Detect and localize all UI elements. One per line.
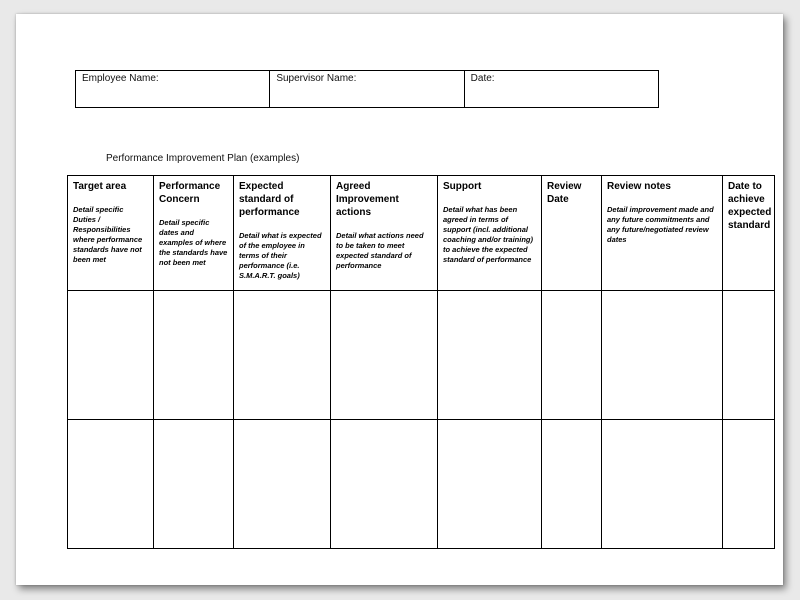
plan-title: Performance Improvement Plan (examples) <box>106 153 300 164</box>
table-cell[interactable] <box>438 420 542 549</box>
table-cell[interactable] <box>234 291 331 420</box>
column-description-text: Detail what is expected of the employee in terms of their performance <box>239 231 322 270</box>
employee-name-field[interactable] <box>76 71 270 108</box>
table-cell[interactable] <box>602 420 723 549</box>
table-cell[interactable] <box>234 420 331 549</box>
document-page <box>16 14 783 585</box>
table-cell[interactable] <box>331 420 438 549</box>
column-header-support <box>438 176 542 291</box>
table-cell[interactable] <box>154 291 234 420</box>
table-row <box>68 291 775 420</box>
column-title: Review notes <box>607 181 671 192</box>
column-description: Detail improvement made and any future commitments and any future/negotiated review dates <box>607 205 714 244</box>
column-description: Detail what has been agreed in terms of support (incl. additional coaching and/or training) to achieve the expected standard of performance <box>443 205 534 264</box>
column-header-target-date <box>723 176 775 291</box>
table-cell[interactable] <box>68 420 154 549</box>
column-description: Detail what actions need to be taken to meet expected standard of performance <box>336 231 424 270</box>
table-cell[interactable] <box>438 291 542 420</box>
table-cell[interactable] <box>331 291 438 420</box>
column-title: Expected standard of performance <box>239 181 300 218</box>
table-cell[interactable] <box>602 291 723 420</box>
table-cell[interactable] <box>542 420 602 549</box>
column-title: Support <box>443 181 482 192</box>
table-cell[interactable] <box>154 420 234 549</box>
column-header-review-notes <box>602 176 723 291</box>
supervisor-name-label: Supervisor Name: <box>276 73 357 84</box>
performance-plan-table <box>67 175 775 549</box>
table-cell[interactable] <box>723 420 775 549</box>
supervisor-name-field[interactable] <box>270 71 464 108</box>
table-cell[interactable] <box>723 291 775 420</box>
employee-info-table <box>75 70 659 108</box>
plan-header-row <box>68 176 775 291</box>
column-description: Detail specific dates and examples of where the standards have not been met <box>159 218 228 267</box>
employee-name-label: Employee Name: <box>82 73 159 84</box>
column-header-agreed-actions <box>331 176 438 291</box>
date-label: Date: <box>470 73 495 84</box>
column-title: Performance Concern <box>159 181 221 205</box>
table-cell[interactable] <box>68 291 154 420</box>
column-description <box>239 231 325 281</box>
table-cell[interactable] <box>542 291 602 420</box>
date-field[interactable] <box>464 71 658 108</box>
column-header-target-area <box>68 176 154 291</box>
column-header-performance-concern <box>154 176 234 291</box>
column-description: Detail specific Duties / Responsibilities where performance standards have not been met <box>73 205 143 264</box>
column-title: Agreed Improvement actions <box>336 181 399 218</box>
column-title: Review Date <box>547 181 582 205</box>
smart-goals-note: (i.e. S.M.A.R.T. goals) <box>239 261 300 280</box>
table-row <box>68 420 775 549</box>
column-title: Date to achieve expected standard <box>728 181 772 231</box>
column-header-expected-standard <box>234 176 331 291</box>
column-title: Target area <box>73 181 127 192</box>
column-header-review-date <box>542 176 602 291</box>
